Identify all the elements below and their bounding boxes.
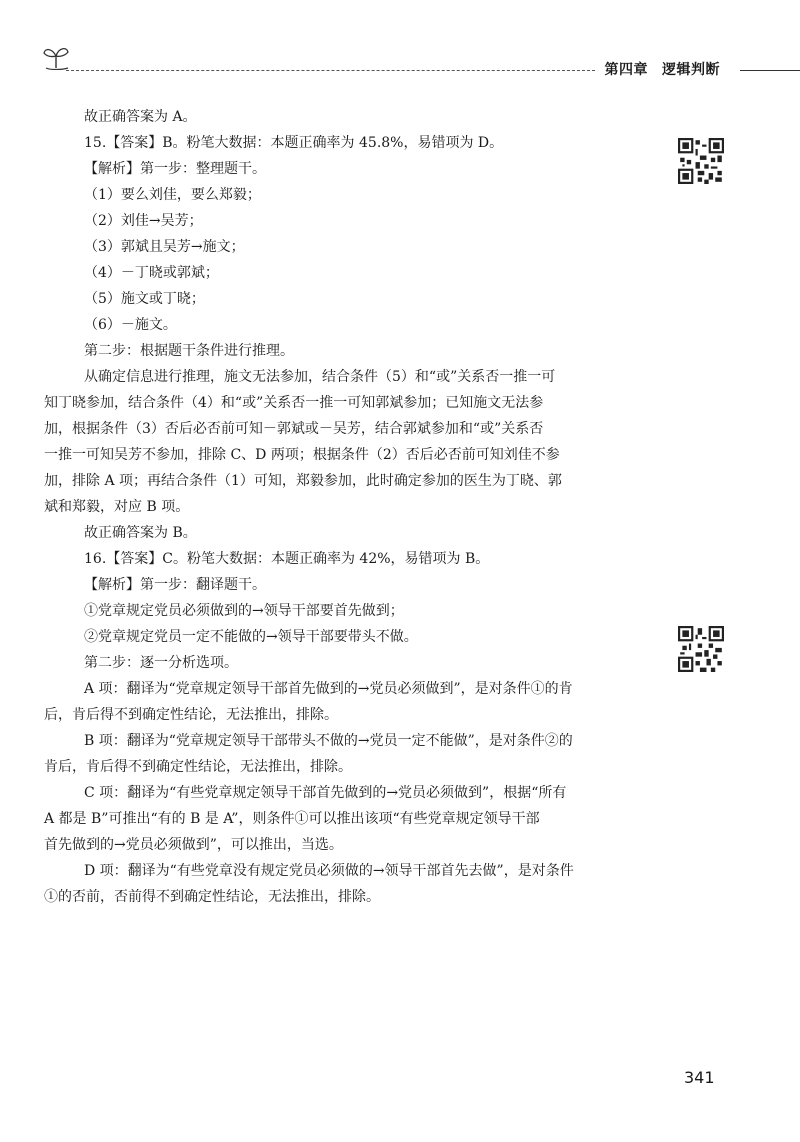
text-line: （1）要么刘佳，要么郑毅；	[84, 187, 261, 203]
text-line: ①党章规定党员必须做到的→领导干部要首先做到；	[84, 603, 404, 619]
text-line: C 项：翻译为“有些党章规定领导干部首先做到的→党员必须做到”，根据“所有	[84, 785, 567, 801]
text-line: 故正确答案为 B。	[84, 525, 197, 541]
text-line: 16.【答案】C。粉笔大数据：本题正确率为 42%，易错项为 B。	[84, 551, 490, 567]
text-line: B 项：翻译为“党章规定领导干部带头不做的→党员一定不能做”，是对条件②的	[84, 733, 573, 749]
text-line: 一推一可知吴芳不参加，排除 C、D 两项；根据条件（2）否后必否前可知刘佳不参	[44, 447, 560, 463]
text-line: 第二步：逐一分析选项。	[84, 655, 238, 671]
text-line: 故正确答案为 A。	[84, 109, 197, 125]
section-label: 逻辑判断	[662, 62, 720, 78]
text-line: 从确定信息进行推理，施文无法参加，结合条件（5）和“或”关系否一推一可	[84, 369, 556, 385]
text-line: 斌和郑毅，对应 B 项。	[44, 499, 190, 515]
text-line: 首先做到的→党员必须做到”，可以推出，当选。	[44, 837, 343, 853]
text-line: A 项：翻译为“党章规定领导干部首先做到的→党员必须做到”，是对条件①的肯	[84, 681, 573, 697]
text-line: 【解析】第一步：翻译题干。	[84, 577, 266, 593]
text-line: 知丁晓参加，结合条件（4）和“或”关系否一推一可知郭斌参加；已知施文无法参	[44, 395, 544, 411]
text-line: ②党章规定党员一定不能做的→领导干部要带头不做。	[84, 629, 418, 645]
header-solid-rule	[740, 70, 800, 71]
text-line: 15.【答案】B。粉笔大数据：本题正确率为 45.8%，易错项为 D。	[84, 135, 504, 151]
text-line: （4）－丁晓或郭斌；	[84, 265, 219, 281]
text-line: 加，排除 A 项；再结合条件（1）可知，郑毅参加，此时确定参加的医生为丁晓、郭	[44, 473, 562, 489]
text-line: ①的否前，否前得不到确定性结论，无法推出，排除。	[44, 889, 380, 905]
text-line: 【解析】第一步：整理题干。	[84, 161, 266, 177]
page-number: 341	[684, 1068, 715, 1087]
header-dashed-rule	[66, 70, 600, 71]
text-line: A 都是 B”可推出“有的 B 是 A”，则条件①可以推出该项“有些党章规定领导干部	[44, 811, 540, 827]
qr-code-icon	[678, 626, 724, 672]
text-line: 肯后，肯后得不到确定性结论，无法推出，排除。	[44, 759, 352, 775]
sprout-icon	[42, 44, 70, 70]
qr-code-icon	[678, 138, 724, 184]
text-line: D 项：翻译为“有些党章没有规定党员必须做的→领导干部首先去做”，是对条件	[84, 863, 574, 879]
text-line: （5）施文或丁晓；	[84, 291, 205, 307]
text-line: 后，肯后得不到确定性结论，无法推出，排除。	[44, 707, 338, 723]
text-line: 第二步：根据题干条件进行推理。	[84, 343, 294, 359]
text-line: （2）刘佳→吴芳；	[84, 213, 203, 229]
chapter-title	[597, 59, 729, 79]
page-header	[40, 40, 800, 80]
text-line: 加，根据条件（3）否后必否前可知－郭斌或－吴芳，结合郭斌参加和“或”关系否	[44, 421, 544, 437]
chapter-label: 第四章	[604, 62, 648, 78]
text-line: （3）郭斌且吴芳→施文；	[84, 239, 245, 255]
text-line: （6）－施文。	[84, 317, 177, 333]
page-content	[44, 104, 650, 910]
